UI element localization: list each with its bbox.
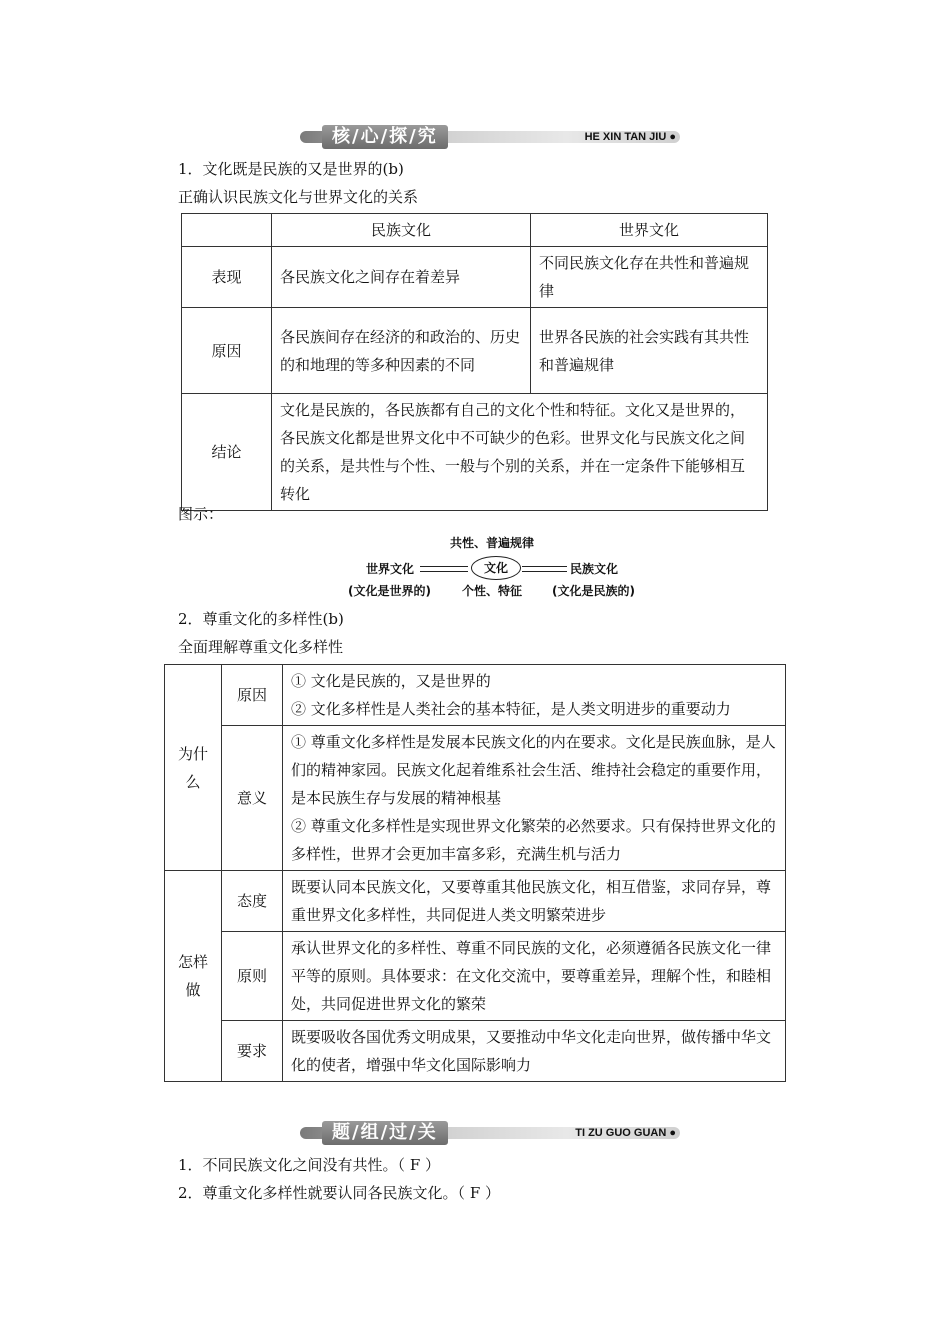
culture-diagram bbox=[340, 530, 650, 600]
diagram-right-node: 民族文化 bbox=[570, 562, 619, 576]
table-culture-relation bbox=[181, 213, 768, 511]
quiz-item: 1．不同民族文化之间没有共性。（ F ） bbox=[178, 1156, 440, 1174]
diagram-left-sub: (文化是世界的) bbox=[348, 584, 431, 598]
table2-line: 既要吸收各国优秀文明成果，又要推动中华文化走向世界，做传播中华文化的使者，增强中华文化国际影响力 bbox=[291, 1028, 772, 1074]
table2-cell bbox=[283, 932, 786, 1021]
item1-subheading: 正确认识民族文化与世界文化的关系 bbox=[178, 188, 419, 206]
table2-sub-label: 态度 bbox=[222, 871, 283, 932]
diagram-left-node: 世界文化 bbox=[366, 562, 415, 576]
banner-title: 核/心/探/究 bbox=[322, 125, 448, 149]
section-banner-quiz bbox=[300, 1121, 680, 1145]
table2-cell bbox=[283, 665, 786, 726]
table2-sub-label: 原则 bbox=[222, 932, 283, 1021]
table1-cell-conclusion: 文化是民族的，各民族都有自己的文化个性和特征。文化又是世界的，各民族文化都是世界文化中不可缺少的色彩。世界文化与民族文化之间的关系，是共性与个性、一般与个别的关系，并在一定条件下能够相互转化 bbox=[272, 394, 768, 511]
table2-why-label: 为什么 bbox=[165, 665, 222, 871]
banner-pinyin: HE XIN TAN JIU ● bbox=[584, 131, 676, 143]
table1-cell-shijie: 世界各民族的社会实践有其共性和普遍规律 bbox=[531, 308, 768, 394]
item2-heading: 2．尊重文化的多样性(b) bbox=[178, 610, 344, 628]
table2-cell bbox=[283, 871, 786, 932]
table1-row-label: 原因 bbox=[182, 308, 272, 394]
table-diversity bbox=[164, 664, 786, 1082]
table2-cell bbox=[283, 1021, 786, 1082]
table2-how-label: 怎样做 bbox=[165, 871, 222, 1082]
diagram-center-node: 文化 bbox=[471, 556, 521, 580]
left-arrow bbox=[420, 566, 468, 572]
table1-header-empty bbox=[182, 214, 272, 247]
table1-row-label: 结论 bbox=[182, 394, 272, 511]
diagram-label: 图示： bbox=[178, 505, 224, 523]
banner-pinyin: TI ZU GUO GUAN ● bbox=[575, 1127, 676, 1139]
diagram-right-sub: (文化是民族的) bbox=[552, 584, 635, 598]
table2-sub-label: 原因 bbox=[222, 665, 283, 726]
table1-cell-minzu: 各民族文化之间存在着差异 bbox=[272, 247, 531, 308]
table1-cell-shijie: 不同民族文化存在共性和普遍规律 bbox=[531, 247, 768, 308]
section-banner-core bbox=[300, 125, 680, 149]
quiz-item: 2．尊重文化多样性就要认同各民族文化。（ F ） bbox=[178, 1184, 500, 1202]
diagram-center-sub: 个性、特征 bbox=[462, 584, 523, 598]
banner-title: 题/组/过/关 bbox=[322, 1121, 448, 1145]
right-arrow bbox=[522, 566, 567, 572]
table2-line: 既要认同本民族文化，又要尊重其他民族文化，相互借鉴，求同存异，尊重世界文化多样性，共同促进人类文明繁荣进步 bbox=[291, 878, 772, 924]
table2-cell bbox=[283, 726, 786, 871]
item1-heading: 1．文化既是民族的又是世界的(b) bbox=[178, 160, 404, 178]
table2-sub-label: 意义 bbox=[222, 726, 283, 871]
diagram-top-label: 共性、普遍规律 bbox=[450, 536, 535, 550]
table1-header-shijie: 世界文化 bbox=[531, 214, 768, 247]
table2-line: ① 文化是民族的，又是世界的 bbox=[291, 672, 491, 690]
table1-header-minzu: 民族文化 bbox=[272, 214, 531, 247]
table1-cell-minzu: 各民族间存在经济的和政治的、历史的和地理的等多种因素的不同 bbox=[272, 308, 531, 394]
table2-line: ② 文化多样性是人类社会的基本特征，是人类文明进步的重要动力 bbox=[291, 700, 731, 718]
table2-line: ① 尊重文化多样性是发展本民族文化的内在要求。文化是民族血脉，是人们的精神家园。民族文化起着维系社会生活、维持社会稳定的重要作用，是本民族生存与发展的精神根基 bbox=[291, 733, 776, 807]
table2-sub-label: 要求 bbox=[222, 1021, 283, 1082]
table2-line: ② 尊重文化多样性是实现世界文化繁荣的必然要求。只有保持世界文化的多样性，世界才会更加丰富多彩，充满生机与活力 bbox=[291, 817, 776, 863]
table1-row-label: 表现 bbox=[182, 247, 272, 308]
item2-subheading: 全面理解尊重文化多样性 bbox=[178, 638, 344, 656]
table2-line: 承认世界文化的多样性、尊重不同民族的文化，必须遵循各民族文化一律平等的原则。具体要求：在文化交流中，要尊重差异，理解个性，和睦相处，共同促进世界文化的繁荣 bbox=[291, 939, 772, 1013]
